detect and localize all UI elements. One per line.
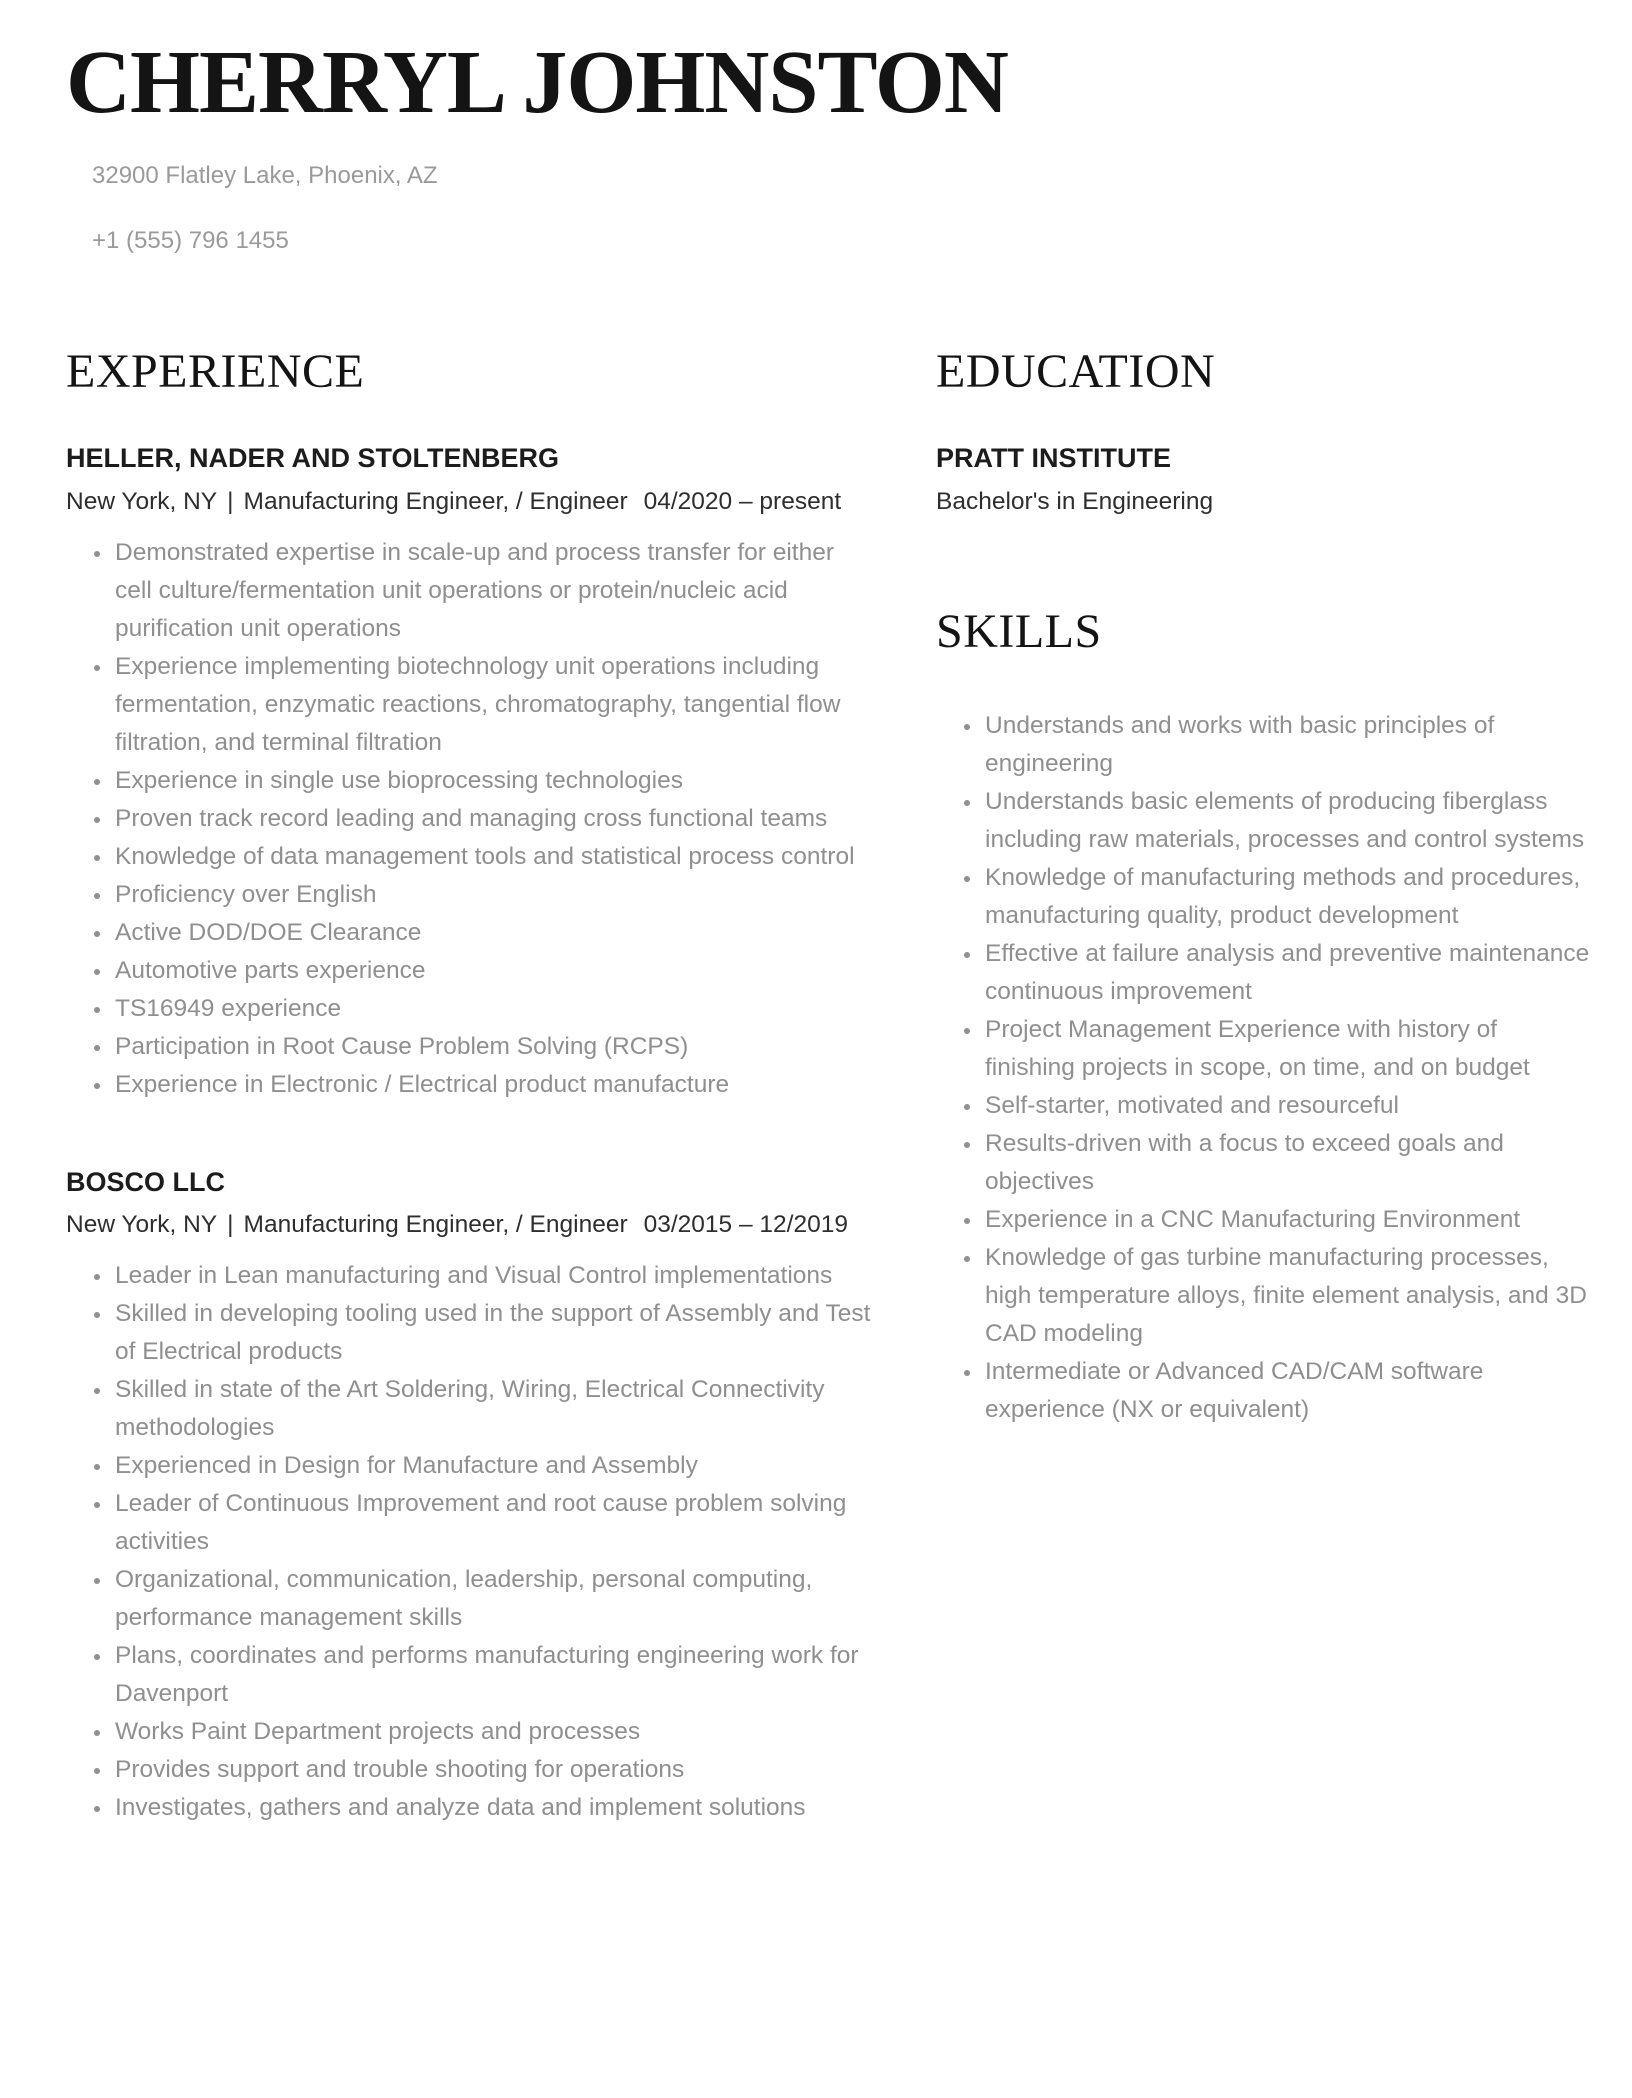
job-bullet-list	[66, 1257, 876, 1827]
job-bullet: • Skilled in state of the Art Soldering, Wiring, Electrical Connectivity methodologies	[113, 1371, 876, 1447]
person-name: CHERRYL JOHNSTON	[66, 33, 1008, 132]
skill-item: • Results-driven with a focus to exceed goals and objectives	[983, 1125, 1591, 1201]
skill-item: • Intermediate or Advanced CAD/CAM software experience (NX or equivalent)	[983, 1353, 1591, 1429]
degree-name: Bachelor's in Engineering	[936, 487, 1214, 515]
job-bullet: • Plans, coordinates and performs manufacturing engineering work for Davenport	[113, 1637, 876, 1713]
skill-item: • Understands and works with basic principles of engineering	[983, 707, 1591, 783]
skills-section	[936, 606, 1591, 1429]
skill-item: • Understands basic elements of producing fiberglass including raw materials, processes and control systems	[983, 783, 1591, 859]
job-meta	[66, 485, 876, 518]
job-bullet: • Leader of Continuous Improvement and root cause problem solving activities	[113, 1485, 876, 1561]
job-entry-heller	[66, 442, 876, 1103]
job-bullet: • Leader in Lean manufacturing and Visual Control implementations	[113, 1257, 876, 1295]
job-dates: 04/2020 – present	[643, 487, 842, 515]
job-bullet-list	[66, 534, 876, 1104]
company-name: HELLER, NADER AND STOLTENBERG	[66, 443, 560, 474]
education-heading: EDUCATION	[936, 344, 1216, 398]
job-bullet: • Automotive parts experience	[113, 952, 876, 990]
job-bullet: • Skilled in developing tooling used in the support of Assembly and Test of Electrical products	[113, 1295, 876, 1371]
job-title: Manufacturing Engineer, / Engineer	[243, 1211, 628, 1239]
separator: |	[227, 487, 234, 515]
address-line: 32900 Flatley Lake, Phoenix, AZ	[92, 162, 438, 189]
job-bullet: • Experience in single use bioprocessing technologies	[113, 762, 876, 800]
job-entry-bosco	[66, 1166, 876, 1827]
phone-line: +1 (555) 796 1455	[92, 226, 289, 254]
company-name: BOSCO LLC	[66, 1166, 225, 1197]
job-bullet: • Active DOD/DOE Clearance	[113, 914, 876, 952]
job-bullet: • Works Paint Department projects and processes	[113, 1713, 876, 1751]
education-section	[936, 346, 1591, 518]
resume-header	[66, 33, 1566, 256]
skill-item: • Knowledge of gas turbine manufacturing processes, high temperature alloys, finite element analysis, and 3D CAD modeling	[983, 1239, 1591, 1353]
right-column	[936, 346, 1591, 1429]
job-bullet: • Demonstrated expertise in scale-up and process transfer for either cell culture/fermentation unit operations or protein/nucleic acid purification unit operations	[113, 534, 876, 648]
job-bullet: • Investigates, gathers and analyze data and implement solutions	[113, 1789, 876, 1827]
skill-item: • Knowledge of manufacturing methods and procedures, manufacturing quality, product development	[983, 859, 1591, 935]
job-bullet: • Experience implementing biotechnology unit operations including fermentation, enzymatic reactions, chromatography, tangential flow filtration, and terminal filtration	[113, 648, 876, 762]
job-location: New York, NY	[66, 1211, 218, 1239]
skill-item: • Experience in a CNC Manufacturing Environment	[983, 1201, 1591, 1239]
job-bullet: • Experience in Electronic / Electrical product manufacture	[113, 1066, 876, 1104]
job-bullet: • Organizational, communication, leadership, personal computing, performance management skills	[113, 1561, 876, 1637]
job-bullet: • Experienced in Design for Manufacture and Assembly	[113, 1447, 876, 1485]
job-bullet: • Proven track record leading and managing cross functional teams	[113, 800, 876, 838]
job-bullet: • Participation in Root Cause Problem Solving (RCPS)	[113, 1028, 876, 1066]
job-bullet: • Provides support and trouble shooting for operations	[113, 1751, 876, 1789]
separator: |	[227, 1211, 234, 1239]
skill-item: • Effective at failure analysis and preventive maintenance continuous improvement	[983, 935, 1591, 1011]
experience-section	[66, 346, 876, 1828]
job-location: New York, NY	[66, 487, 218, 515]
school-name: PRATT INSTITUTE	[936, 443, 1171, 474]
contact-info	[92, 162, 1566, 256]
job-bullet: • TS16949 experience	[113, 990, 876, 1028]
job-dates: 03/2015 – 12/2019	[643, 1211, 848, 1239]
job-bullet: • Knowledge of data management tools and statistical process control	[113, 838, 876, 876]
skill-item: • Self-starter, motivated and resourceful	[983, 1087, 1591, 1125]
experience-heading: EXPERIENCE	[66, 344, 365, 398]
skills-list	[936, 707, 1591, 1429]
resume-columns	[66, 344, 1590, 1828]
education-entry	[936, 442, 1591, 517]
skill-item: • Project Management Experience with history of finishing projects in scope, on time, and on budget	[983, 1011, 1591, 1087]
job-meta	[66, 1208, 876, 1241]
job-title: Manufacturing Engineer, / Engineer	[243, 487, 628, 515]
job-bullet: • Proficiency over English	[113, 876, 876, 914]
skills-heading: SKILLS	[936, 604, 1102, 658]
